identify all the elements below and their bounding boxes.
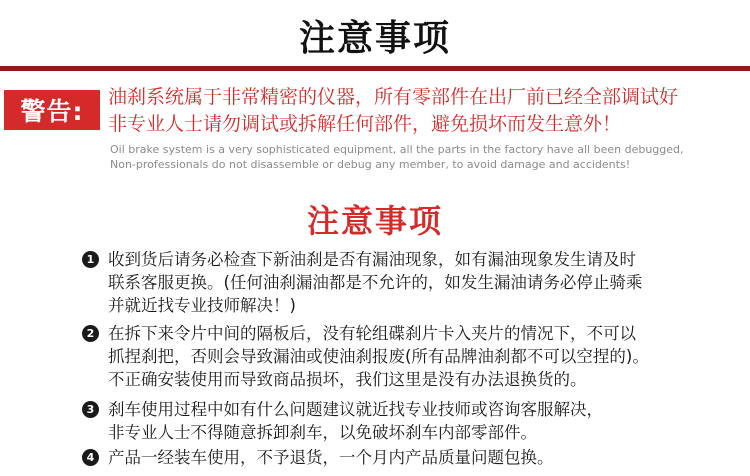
notice-text (108, 248, 712, 317)
notice-line: 并就近找专业技师解决！) (108, 296, 296, 315)
notice-line: 不正确安装使用而导致商品损坏，我们这里是没有办法退换货的。 (108, 370, 587, 389)
notice-number-badge: 1 (82, 251, 99, 268)
notice-number-badge: 3 (82, 401, 99, 418)
notice-line: 抓捏刹把，否则会导致漏油或使油刹报废(所有品牌油刹都不可以空捏的)。 (108, 347, 649, 366)
top-border (0, 0, 750, 4)
warning-line-2: 非专业人士请勿调试或拆解任何部件，避免损坏而发生意外！ (108, 113, 622, 135)
warning-english-line-1: Oil brake system is a very sophisticated equipment, all the parts in the factory have all been debugged, (110, 143, 684, 156)
notice-line: 非专业人士不得随意拆卸刹车，以免破坏刹车内部零部件。 (108, 423, 537, 442)
notice-text (108, 322, 712, 391)
notice-line: 刹车使用过程中如有什么问题建议就近找专业技师或咨询客服解决， (108, 400, 603, 419)
warning-english-text (110, 142, 750, 172)
warning-line-1: 油刹系统属于非常精密的仪器，所有零部件在出厂前已经全部调试好 (108, 86, 679, 108)
warning-badge: 警告: (4, 90, 100, 130)
notice-line: 在拆下来令片中间的隔板后，没有轮组碟刹片卡入夹片的情况下，不可以 (108, 324, 636, 343)
header-divider (0, 66, 750, 71)
notice-line: 联系客服更换。(任何油刹漏油都是不允许的，如发生漏油请务必停止骑乘 (108, 273, 643, 292)
notice-text (108, 398, 712, 444)
notice-line: 收到货后请务必检查下新油刹是否有漏油现象，如有漏油现象发生请及时 (108, 250, 636, 269)
warning-english-line-2: Non-professionals do not disassemble or debug any member, to avoid damage and accidents! (110, 158, 631, 171)
notice-line: 产品一经装车使用，不予退货，一个月内产品质量问题包换。 (108, 448, 554, 467)
notice-number-badge: 4 (82, 449, 99, 466)
notices-title: 注意事项 (306, 202, 443, 240)
notice-text (108, 446, 712, 469)
page-title: 注意事项 (298, 18, 451, 59)
warning-text (108, 84, 748, 138)
notice-number-badge: 2 (82, 325, 99, 342)
